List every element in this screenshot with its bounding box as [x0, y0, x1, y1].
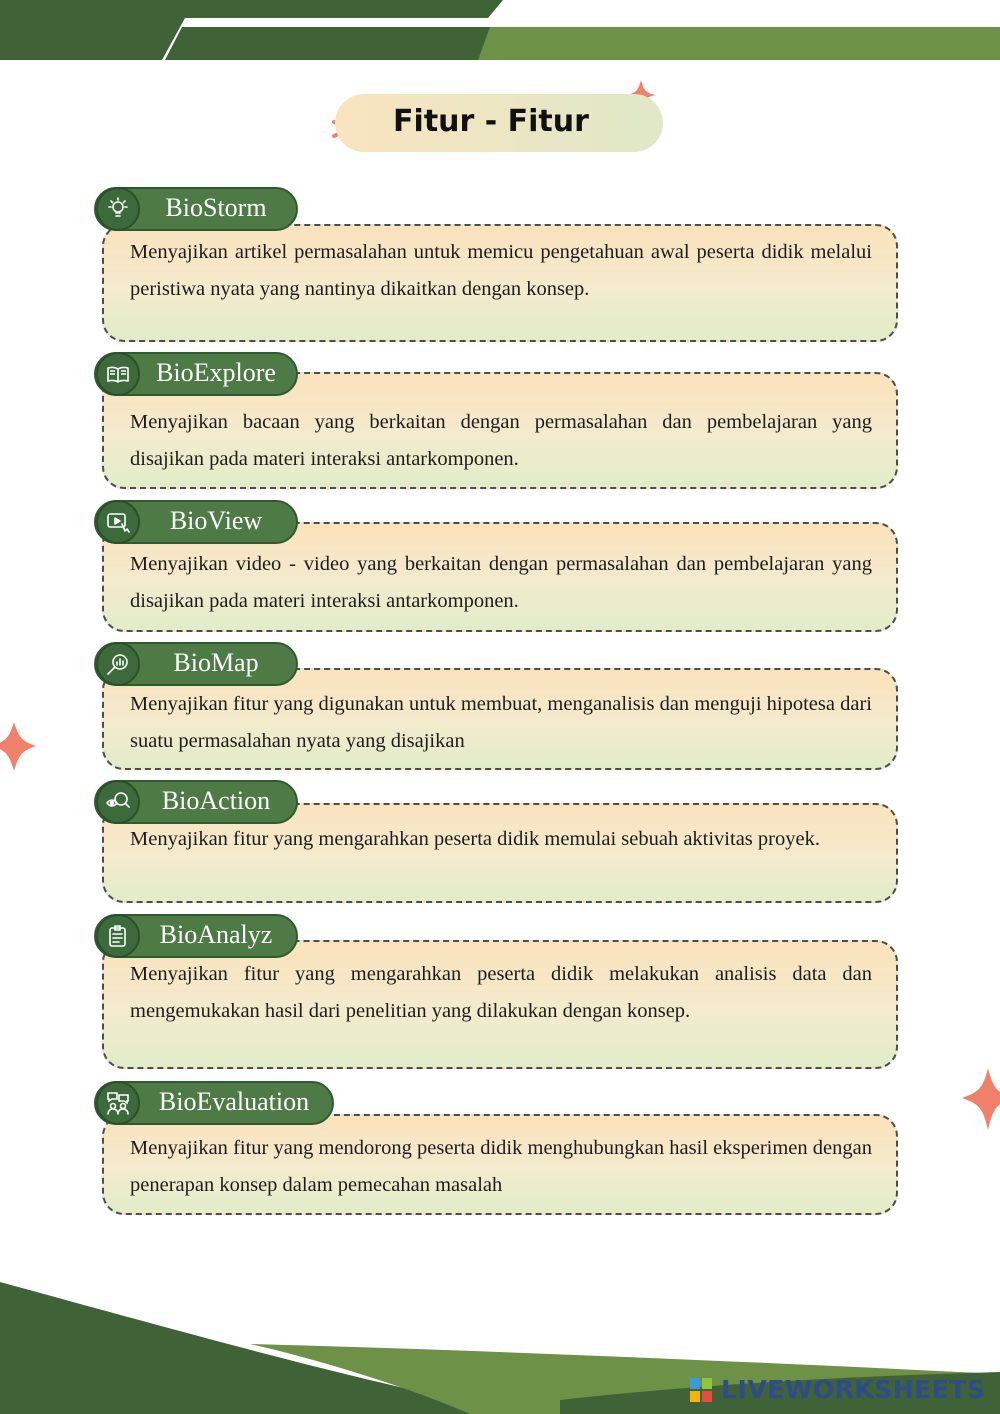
- feature-card-biostorm: [102, 224, 898, 342]
- feature-tag-bioview: [94, 500, 298, 544]
- feature-tag-bioaction: [94, 780, 298, 824]
- feature-name: BioStorm: [165, 193, 267, 222]
- feature-description: Menyajikan fitur yang mengarahkan peserta didik melakukan analisis data dan mengemukakan hasil dari penelitian yang dilakukan dengan konsep.: [130, 963, 872, 1022]
- feature-tag-bioanalyz: [94, 914, 298, 958]
- feature-name: BioEvaluation: [158, 1087, 310, 1116]
- feature-tag-bioexplore: [94, 352, 298, 396]
- feature-card-bioevaluation: [102, 1114, 898, 1215]
- clipboard-icon: [96, 914, 140, 958]
- feature-tag-biostorm: [94, 187, 298, 231]
- feature-card-bioanalyz: [102, 940, 898, 1069]
- feature-tag-bioevaluation: [94, 1081, 334, 1125]
- feature-description: Menyajikan fitur yang mendorong peserta didik menghubungkan hasil eksperimen dengan penerapan konsep dalam pemecahan masalah: [130, 1137, 872, 1196]
- top-banner-accent: [478, 27, 1000, 60]
- discussion-people-icon: [96, 1081, 140, 1125]
- feature-name: BioAction: [161, 786, 271, 815]
- watermark-text: LIVEWORKSHEETS: [721, 1374, 986, 1404]
- video-play-icon: [96, 500, 140, 544]
- eye-search-icon: [96, 780, 140, 824]
- feature-description: Menyajikan fitur yang mengarahkan peserta didik memulai sebuah aktivitas proyek.: [130, 828, 820, 850]
- feature-description: Menyajikan fitur yang digunakan untuk membuat, menganalisis dan menguji hipotesa dari suatu permasalahan nyata yang disajikan: [130, 693, 872, 752]
- liveworksheets-watermark[interactable]: [690, 1373, 985, 1405]
- feature-tag-biomap: [94, 642, 298, 686]
- liveworksheets-logo-icon: [690, 1378, 712, 1402]
- open-book-icon: [96, 352, 140, 396]
- lightbulb-icon: [96, 187, 140, 231]
- feature-name: BioMap: [173, 648, 259, 677]
- feature-description: Menyajikan artikel permasalahan untuk memicu pengetahuan awal peserta didik melalui peristiwa nyata yang nantinya dikaitkan dengan konsep.: [130, 241, 872, 300]
- feature-name: BioView: [169, 506, 263, 535]
- feature-name: BioAnalyz: [159, 920, 273, 949]
- sparkle-left-edge: [0, 722, 36, 771]
- feature-description: Menyajikan video - video yang berkaitan dengan permasalahan dan pembelajaran yang disajikan pada materi interaksi antarkomponen.: [130, 553, 872, 612]
- magnifier-chart-icon: [96, 642, 140, 686]
- feature-name: BioExplore: [156, 358, 276, 387]
- feature-description: Menyajikan bacaan yang berkaitan dengan permasalahan dan pembelajaran yang disajikan pada materi interaksi antarkomponen.: [130, 411, 872, 470]
- page-title: Fitur - Fitur: [393, 104, 589, 139]
- sparkle-right-edge: [962, 1068, 1000, 1130]
